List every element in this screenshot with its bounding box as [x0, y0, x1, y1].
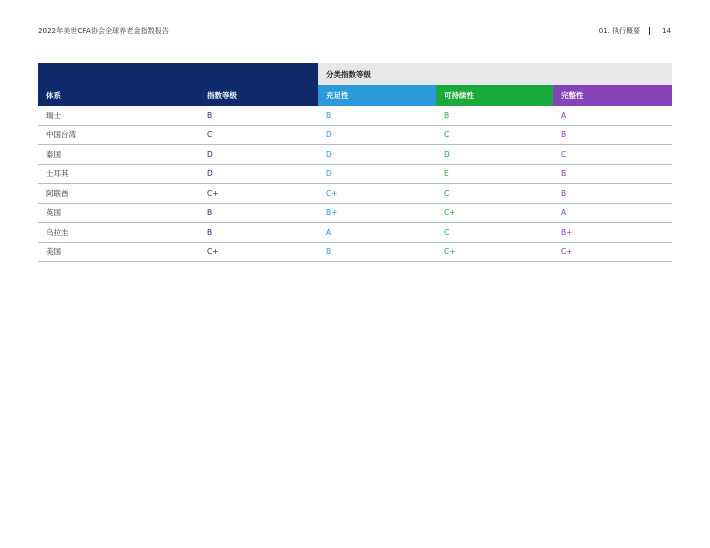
header-divider — [649, 27, 650, 35]
cell-sustainability: B — [436, 106, 553, 125]
page-header-right — [599, 26, 671, 36]
column-header-overall-grade: 指数等级 — [199, 85, 318, 106]
cell-sustainability: E — [436, 164, 553, 184]
cell-system: 乌拉圭 — [38, 223, 199, 243]
table-row — [38, 164, 672, 184]
column-header-sustainability: 可持续性 — [436, 85, 553, 106]
cell-system: 瑞士 — [38, 106, 199, 125]
cell-overall-grade: B — [199, 223, 318, 243]
cell-adequacy: C+ — [318, 184, 436, 204]
table-column-header-row — [38, 85, 672, 106]
cell-system: 中国台湾 — [38, 125, 199, 145]
cell-adequacy: B+ — [318, 203, 436, 223]
cell-overall-grade: C+ — [199, 242, 318, 262]
page-number: 14 — [662, 27, 671, 35]
cell-overall-grade: D — [199, 164, 318, 184]
cell-sustainability: C+ — [436, 242, 553, 262]
pension-index-table — [38, 63, 672, 262]
section-label: 01. 执行概要 — [598, 27, 641, 35]
cell-adequacy: B — [318, 242, 436, 262]
cell-adequacy: D — [318, 145, 436, 165]
cell-overall-grade: B — [199, 203, 318, 223]
cell-system: 泰国 — [38, 145, 199, 165]
column-header-system: 体系 — [38, 85, 199, 106]
table-row — [38, 203, 672, 223]
table-row — [38, 145, 672, 165]
table-row — [38, 106, 672, 125]
cell-overall-grade: C+ — [199, 184, 318, 204]
cell-system: 美国 — [38, 242, 199, 262]
cell-integrity: A — [553, 106, 672, 125]
header-blank-cell — [38, 63, 318, 85]
cell-integrity: A — [553, 203, 672, 223]
cell-sustainability: C — [436, 184, 553, 204]
cell-overall-grade: B — [199, 106, 318, 125]
sub-index-group-header: 分类指数等级 — [318, 63, 672, 85]
cell-sustainability: C — [436, 223, 553, 243]
cell-integrity: B — [553, 125, 672, 145]
cell-integrity: C — [553, 145, 672, 165]
cell-sustainability: D — [436, 145, 553, 165]
cell-integrity: B — [553, 164, 672, 184]
report-title: 2022年美世CFA协会全球养老金指数报告 — [38, 27, 169, 35]
table-row — [38, 125, 672, 145]
cell-overall-grade: C — [199, 125, 318, 145]
cell-system: 土耳其 — [38, 164, 199, 184]
cell-integrity: B — [553, 184, 672, 204]
table-row — [38, 223, 672, 243]
cell-system: 英国 — [38, 203, 199, 223]
cell-sustainability: C — [436, 125, 553, 145]
cell-overall-grade: D — [199, 145, 318, 165]
cell-sustainability: C+ — [436, 203, 553, 223]
table-row — [38, 184, 672, 204]
table-group-header-row — [38, 63, 672, 85]
table-row — [38, 242, 672, 262]
column-header-adequacy: 充足性 — [318, 85, 436, 106]
cell-adequacy: A — [318, 223, 436, 243]
cell-adequacy: B — [318, 106, 436, 125]
cell-system: 阿联酋 — [38, 184, 199, 204]
cell-integrity: B+ — [553, 223, 672, 243]
column-header-integrity: 完整性 — [553, 85, 672, 106]
cell-integrity: C+ — [553, 242, 672, 262]
cell-adequacy: D — [318, 125, 436, 145]
cell-adequacy: D — [318, 164, 436, 184]
